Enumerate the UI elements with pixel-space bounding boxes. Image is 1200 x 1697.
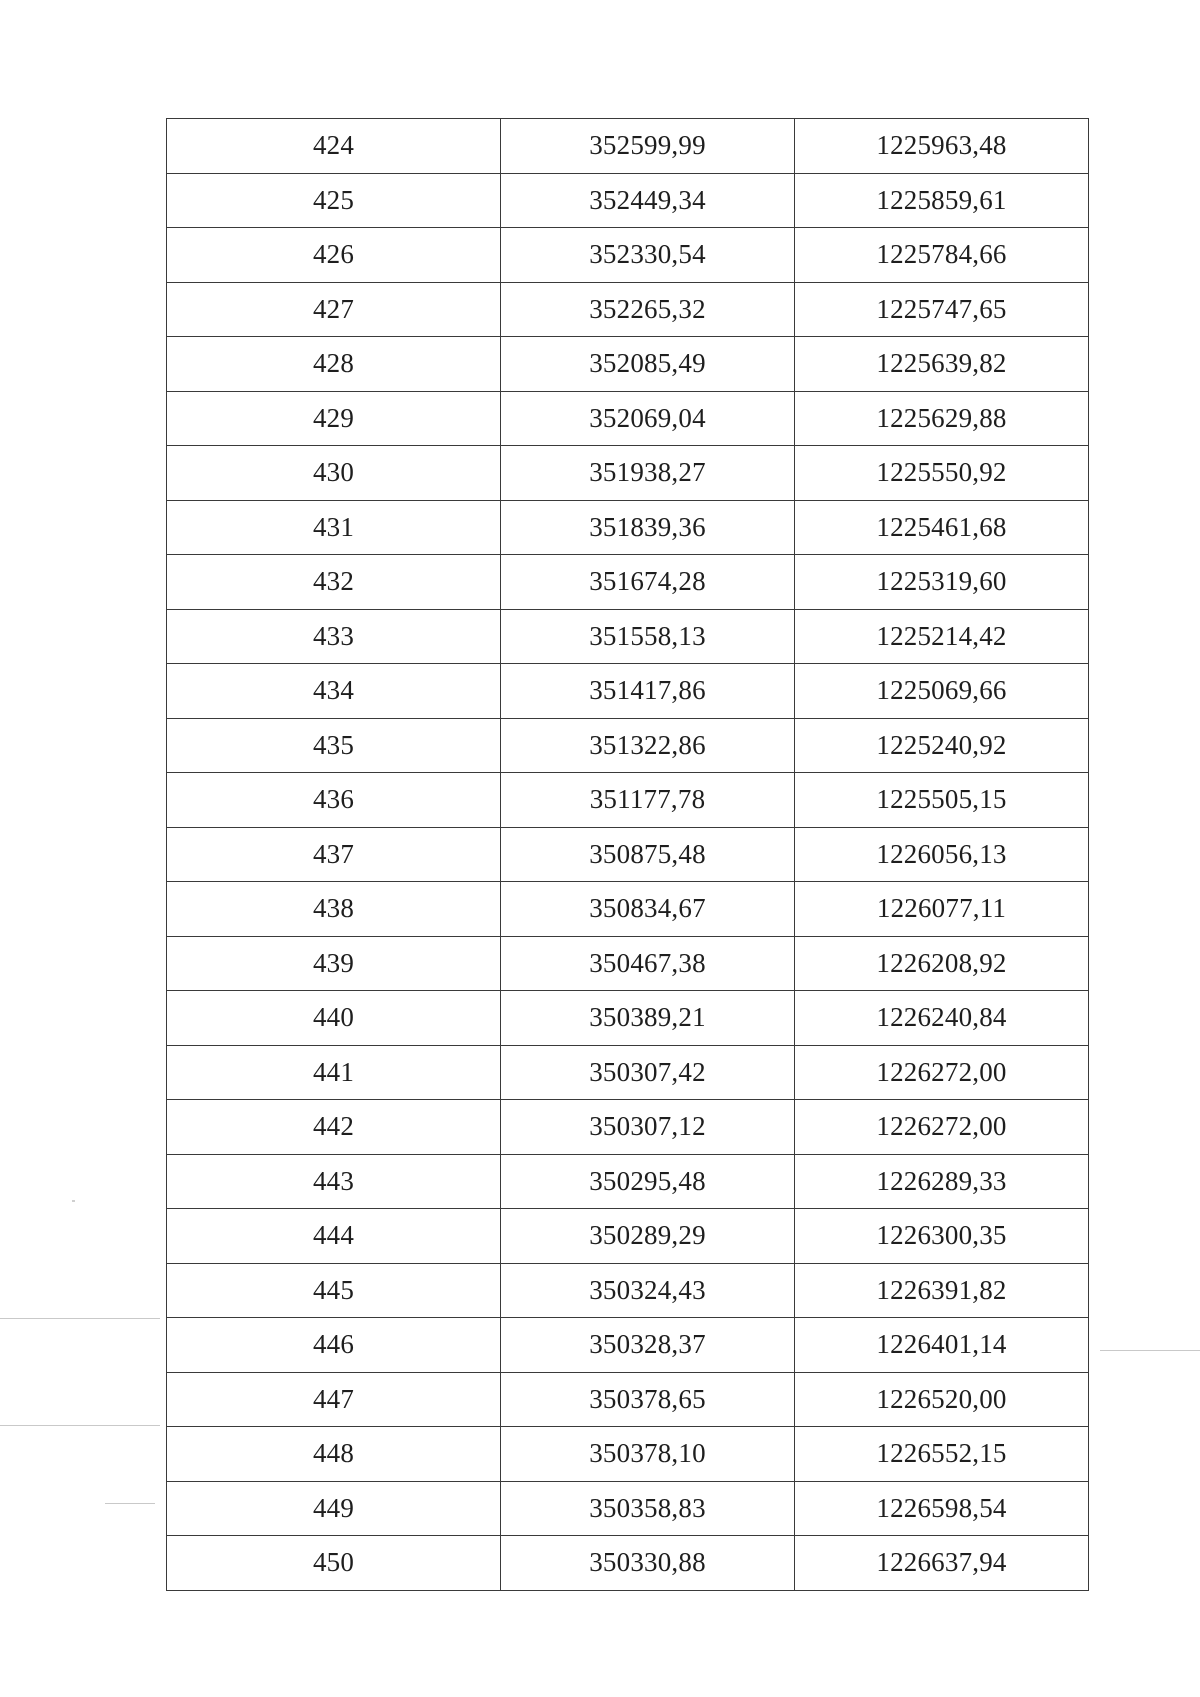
x-coordinate-cell: 352449,34 <box>501 173 795 228</box>
table-row <box>167 1154 1089 1209</box>
y-coordinate-cell: 1225319,60 <box>795 555 1089 610</box>
y-coordinate-cell: 1226300,35 <box>795 1209 1089 1264</box>
y-coordinate-cell: 1225784,66 <box>795 228 1089 283</box>
point-number-cell: 438 <box>167 882 501 937</box>
table-row <box>167 282 1089 337</box>
table-row <box>167 1045 1089 1100</box>
x-coordinate-cell: 350307,12 <box>501 1100 795 1155</box>
table-row <box>167 664 1089 719</box>
point-number-cell: 433 <box>167 609 501 664</box>
y-coordinate-cell: 1226552,15 <box>795 1427 1089 1482</box>
x-coordinate-cell: 350378,10 <box>501 1427 795 1482</box>
scan-artifact <box>0 1425 160 1426</box>
table-row <box>167 1481 1089 1536</box>
y-coordinate-cell: 1226077,11 <box>795 882 1089 937</box>
y-coordinate-cell: 1226272,00 <box>795 1045 1089 1100</box>
point-number-cell: 439 <box>167 936 501 991</box>
point-number-cell: 437 <box>167 827 501 882</box>
point-number-cell: 424 <box>167 119 501 174</box>
table-row <box>167 1427 1089 1482</box>
point-number-cell: 426 <box>167 228 501 283</box>
point-number-cell: 425 <box>167 173 501 228</box>
point-number-cell: 446 <box>167 1318 501 1373</box>
table-row <box>167 555 1089 610</box>
x-coordinate-cell: 352069,04 <box>501 391 795 446</box>
y-coordinate-cell: 1225550,92 <box>795 446 1089 501</box>
x-coordinate-cell: 351839,36 <box>501 500 795 555</box>
point-number-cell: 441 <box>167 1045 501 1100</box>
x-coordinate-cell: 352599,99 <box>501 119 795 174</box>
table-row <box>167 500 1089 555</box>
x-coordinate-cell: 350330,88 <box>501 1536 795 1591</box>
table-row <box>167 1372 1089 1427</box>
y-coordinate-cell: 1225747,65 <box>795 282 1089 337</box>
point-number-cell: 436 <box>167 773 501 828</box>
coordinates-table <box>166 118 1089 1591</box>
table-row <box>167 1209 1089 1264</box>
y-coordinate-cell: 1226637,94 <box>795 1536 1089 1591</box>
scan-artifact <box>105 1503 155 1504</box>
point-number-cell: 435 <box>167 718 501 773</box>
x-coordinate-cell: 351177,78 <box>501 773 795 828</box>
y-coordinate-cell: 1225963,48 <box>795 119 1089 174</box>
scan-artifact <box>72 1200 75 1202</box>
y-coordinate-cell: 1225639,82 <box>795 337 1089 392</box>
y-coordinate-cell: 1226289,33 <box>795 1154 1089 1209</box>
table-row <box>167 718 1089 773</box>
table-row <box>167 827 1089 882</box>
x-coordinate-cell: 350358,83 <box>501 1481 795 1536</box>
x-coordinate-cell: 352085,49 <box>501 337 795 392</box>
x-coordinate-cell: 350834,67 <box>501 882 795 937</box>
x-coordinate-cell: 351674,28 <box>501 555 795 610</box>
point-number-cell: 429 <box>167 391 501 446</box>
x-coordinate-cell: 351558,13 <box>501 609 795 664</box>
table-row <box>167 119 1089 174</box>
point-number-cell: 431 <box>167 500 501 555</box>
y-coordinate-cell: 1226598,54 <box>795 1481 1089 1536</box>
y-coordinate-cell: 1226401,14 <box>795 1318 1089 1373</box>
x-coordinate-cell: 350389,21 <box>501 991 795 1046</box>
point-number-cell: 443 <box>167 1154 501 1209</box>
table-row <box>167 391 1089 446</box>
table-row <box>167 1318 1089 1373</box>
y-coordinate-cell: 1226520,00 <box>795 1372 1089 1427</box>
table-row <box>167 1100 1089 1155</box>
table-row <box>167 936 1089 991</box>
y-coordinate-cell: 1226208,92 <box>795 936 1089 991</box>
point-number-cell: 442 <box>167 1100 501 1155</box>
point-number-cell: 445 <box>167 1263 501 1318</box>
x-coordinate-cell: 350875,48 <box>501 827 795 882</box>
table-row <box>167 173 1089 228</box>
table-row <box>167 228 1089 283</box>
table-row <box>167 609 1089 664</box>
point-number-cell: 440 <box>167 991 501 1046</box>
point-number-cell: 432 <box>167 555 501 610</box>
x-coordinate-cell: 350295,48 <box>501 1154 795 1209</box>
x-coordinate-cell: 351938,27 <box>501 446 795 501</box>
point-number-cell: 427 <box>167 282 501 337</box>
point-number-cell: 428 <box>167 337 501 392</box>
table-row <box>167 1536 1089 1591</box>
y-coordinate-cell: 1225069,66 <box>795 664 1089 719</box>
x-coordinate-cell: 351322,86 <box>501 718 795 773</box>
table-row <box>167 1263 1089 1318</box>
y-coordinate-cell: 1226240,84 <box>795 991 1089 1046</box>
point-number-cell: 448 <box>167 1427 501 1482</box>
table-row <box>167 991 1089 1046</box>
point-number-cell: 430 <box>167 446 501 501</box>
scan-artifact <box>1100 1350 1200 1351</box>
point-number-cell: 444 <box>167 1209 501 1264</box>
y-coordinate-cell: 1225505,15 <box>795 773 1089 828</box>
y-coordinate-cell: 1226391,82 <box>795 1263 1089 1318</box>
table-row <box>167 773 1089 828</box>
x-coordinate-cell: 350324,43 <box>501 1263 795 1318</box>
y-coordinate-cell: 1225859,61 <box>795 173 1089 228</box>
x-coordinate-cell: 350307,42 <box>501 1045 795 1100</box>
y-coordinate-cell: 1225240,92 <box>795 718 1089 773</box>
x-coordinate-cell: 352330,54 <box>501 228 795 283</box>
table-row <box>167 882 1089 937</box>
point-number-cell: 434 <box>167 664 501 719</box>
x-coordinate-cell: 350289,29 <box>501 1209 795 1264</box>
point-number-cell: 449 <box>167 1481 501 1536</box>
y-coordinate-cell: 1226272,00 <box>795 1100 1089 1155</box>
y-coordinate-cell: 1225629,88 <box>795 391 1089 446</box>
point-number-cell: 450 <box>167 1536 501 1591</box>
x-coordinate-cell: 350378,65 <box>501 1372 795 1427</box>
x-coordinate-cell: 351417,86 <box>501 664 795 719</box>
point-number-cell: 447 <box>167 1372 501 1427</box>
table-row <box>167 446 1089 501</box>
y-coordinate-cell: 1225214,42 <box>795 609 1089 664</box>
scan-artifact <box>0 1318 160 1319</box>
x-coordinate-cell: 350328,37 <box>501 1318 795 1373</box>
coordinates-table-body <box>167 119 1089 1591</box>
y-coordinate-cell: 1226056,13 <box>795 827 1089 882</box>
x-coordinate-cell: 352265,32 <box>501 282 795 337</box>
table-row <box>167 337 1089 392</box>
x-coordinate-cell: 350467,38 <box>501 936 795 991</box>
y-coordinate-cell: 1225461,68 <box>795 500 1089 555</box>
